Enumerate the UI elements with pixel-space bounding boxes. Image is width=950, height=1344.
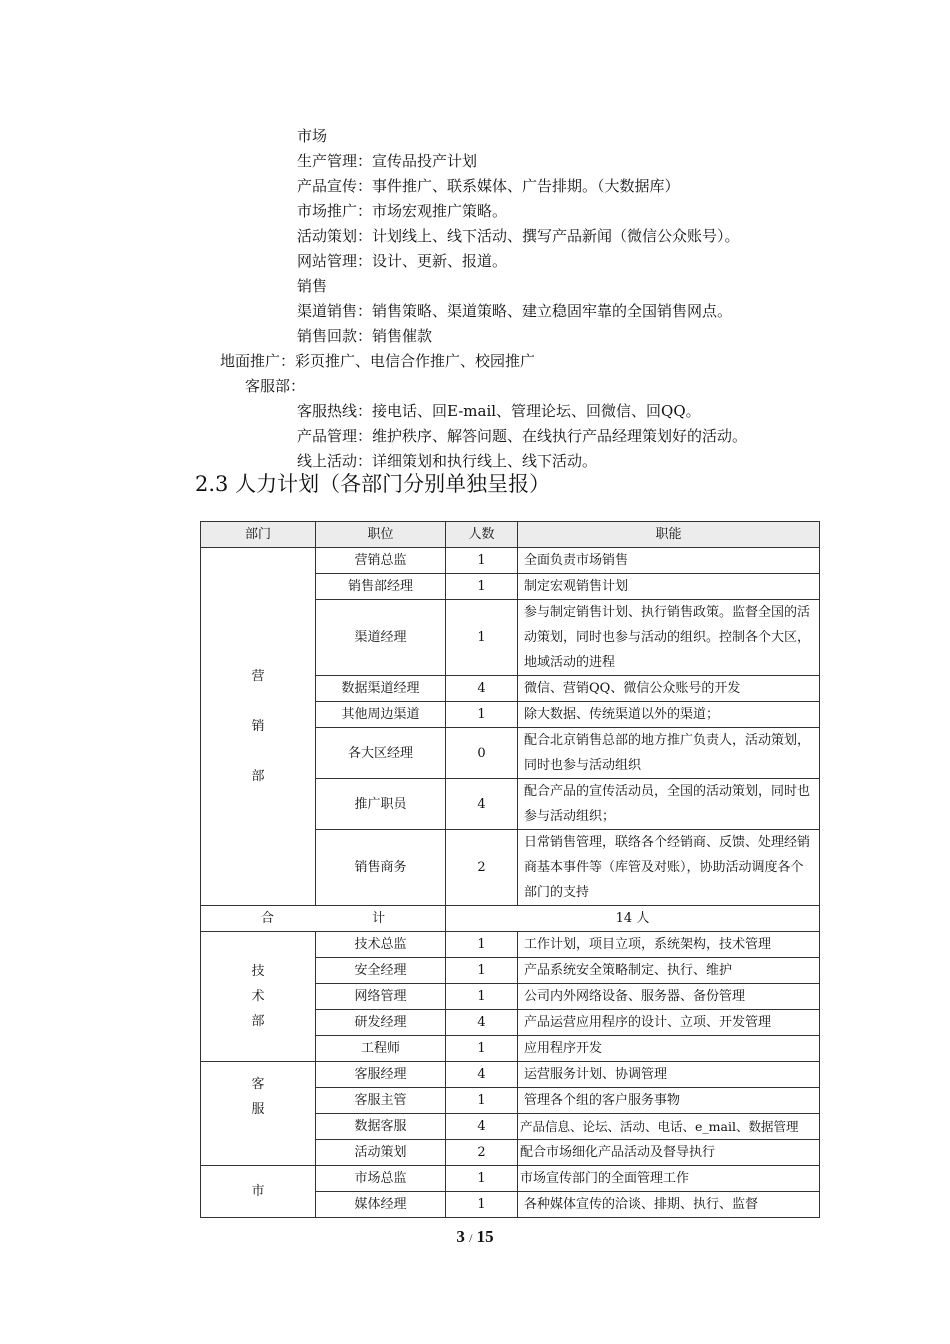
count-cell: 0 <box>446 728 518 779</box>
table-header-row <box>201 522 820 548</box>
count-cell: 1 <box>446 958 518 984</box>
count-cell: 4 <box>446 1062 518 1088</box>
header-count: 人数 <box>446 522 518 548</box>
position-cell: 推广职员 <box>316 779 446 830</box>
position-cell: 活动策划 <box>316 1140 446 1166</box>
header-position: 职位 <box>316 522 446 548</box>
position-cell: 客服经理 <box>316 1062 446 1088</box>
duty-cell: 市场宣传部门的全面管理工作 <box>518 1166 820 1192</box>
duty-cell: 工作计划，项目立项，系统架构，技术管理 <box>518 932 820 958</box>
page-total: 15 <box>476 1227 494 1246</box>
position-cell: 市场总监 <box>316 1166 446 1192</box>
table-row <box>201 1062 820 1088</box>
staffing-table <box>200 521 820 1218</box>
position-cell: 网络管理 <box>316 984 446 1010</box>
duty-cell: 产品系统安全策略制定、执行、维护 <box>518 958 820 984</box>
duty-cell: 全面负责市场销售 <box>518 548 820 574</box>
total-label-a: 合 <box>260 911 274 926</box>
duty-cell: 产品信息、论坛、活动、电话、e_mail、数据管理 <box>518 1114 820 1140</box>
page-number <box>0 1227 950 1247</box>
count-cell: 1 <box>446 932 518 958</box>
total-label <box>201 906 446 932</box>
position-cell: 各大区经理 <box>316 728 446 779</box>
dept-char: 术 <box>251 989 265 1004</box>
position-cell: 销售部经理 <box>316 574 446 600</box>
dept-char: 客 <box>251 1077 265 1092</box>
duty-cell: 各种媒体宣传的洽谈、排期、执行、监督 <box>518 1192 820 1218</box>
duty-cell: 参与制定销售计划、执行销售政策。监督全国的活动策划，同时也参与活动的组织。控制各个大区，地域活动的进程 <box>518 600 820 676</box>
position-cell: 营销总监 <box>316 548 446 574</box>
table-row <box>201 1166 820 1192</box>
dept-market <box>201 1166 316 1218</box>
dept-tech <box>201 932 316 1062</box>
count-cell: 2 <box>446 830 518 906</box>
position-cell: 客服主管 <box>316 1088 446 1114</box>
dept-char: 技 <box>251 964 265 979</box>
intro-line-online: 线上活动：详细策划和执行线上、线下活动。 <box>297 452 598 470</box>
duty-cell: 除大数据、传统渠道以外的渠道； <box>518 702 820 728</box>
position-cell: 技术总监 <box>316 932 446 958</box>
section-heading: 2.3 人力计划（各部门分别单独呈报） <box>195 472 551 496</box>
position-cell: 渠道经理 <box>316 600 446 676</box>
position-cell: 研发经理 <box>316 1010 446 1036</box>
intro-line-channel: 渠道销售：销售策略、渠道策略、建立稳固牢靠的全国销售网点。 <box>297 302 733 320</box>
duty-cell: 应用程序开发 <box>518 1036 820 1062</box>
intro-line-cs-dept: 客服部： <box>245 377 306 395</box>
count-cell: 1 <box>446 702 518 728</box>
header-duty: 职能 <box>518 522 820 548</box>
intro-line-promotion: 产品宣传：事件推广、联系媒体、广告排期。（大数据库） <box>297 177 680 195</box>
count-cell: 1 <box>446 984 518 1010</box>
dept-cs <box>201 1062 316 1166</box>
table-row <box>201 548 820 574</box>
intro-line-sales: 销售 <box>297 277 328 295</box>
position-cell: 媒体经理 <box>316 1192 446 1218</box>
intro-line-events: 活动策划：计划线上、线下活动、撰写产品新闻（微信公众账号）。 <box>297 227 740 245</box>
intro-line-market: 市场 <box>297 127 328 145</box>
count-cell: 1 <box>446 548 518 574</box>
count-cell: 1 <box>446 1088 518 1114</box>
count-cell: 4 <box>446 1114 518 1140</box>
intro-line-production: 生产管理：宣传品投产计划 <box>297 152 478 170</box>
duty-cell: 配合市场细化产品活动及督导执行 <box>518 1140 820 1166</box>
intro-line-product-mgmt: 产品管理：维护秩序、解答问题、在线执行产品经理策划好的活动。 <box>297 427 748 445</box>
duty-cell: 制定宏观销售计划 <box>518 574 820 600</box>
total-label-b: 计 <box>372 911 386 926</box>
dept-char: 市 <box>251 1184 265 1199</box>
count-cell: 4 <box>446 779 518 830</box>
dept-char: 部 <box>251 769 265 784</box>
count-cell: 4 <box>446 676 518 702</box>
dept-char: 服 <box>251 1102 265 1117</box>
count-cell: 1 <box>446 1192 518 1218</box>
table-row <box>201 932 820 958</box>
duty-cell: 运营服务计划、协调管理 <box>518 1062 820 1088</box>
position-cell: 其他周边渠道 <box>316 702 446 728</box>
duty-cell: 配合产品的宣传活动员，全国的活动策划，同时也参与活动组织； <box>518 779 820 830</box>
page-separator: / <box>469 1231 473 1245</box>
count-cell: 1 <box>446 574 518 600</box>
count-cell: 1 <box>446 600 518 676</box>
header-dept: 部门 <box>201 522 316 548</box>
position-cell: 数据渠道经理 <box>316 676 446 702</box>
duty-cell: 公司内外网络设备、服务器、备份管理 <box>518 984 820 1010</box>
dept-sales <box>201 548 316 906</box>
position-cell: 数据客服 <box>316 1114 446 1140</box>
intro-line-market-push: 市场推广：市场宏观推广策略。 <box>297 202 508 220</box>
count-cell: 1 <box>446 1036 518 1062</box>
page-current: 3 <box>456 1227 465 1246</box>
intro-line-collection: 销售回款：销售催款 <box>297 327 433 345</box>
dept-char: 营 <box>251 669 265 684</box>
intro-line-hotline: 客服热线：接电话、回E-mail、管理论坛、回微信、回QQ。 <box>297 402 701 420</box>
position-cell: 销售商务 <box>316 830 446 906</box>
count-cell: 2 <box>446 1140 518 1166</box>
duty-cell: 微信、营销QQ、微信公众账号的开发 <box>518 676 820 702</box>
total-row <box>201 906 820 932</box>
intro-line-ground: 地面推广：彩页推广、电信合作推广、校园推广 <box>220 352 536 370</box>
dept-char: 销 <box>251 719 265 734</box>
duty-cell: 产品运营应用程序的设计、立项、开发管理 <box>518 1010 820 1036</box>
duty-cell: 配合北京销售总部的地方推广负责人，活动策划，同时也参与活动组织 <box>518 728 820 779</box>
dept-char: 部 <box>251 1014 265 1029</box>
intro-line-website: 网站管理：设计、更新、报道。 <box>297 252 508 270</box>
duty-cell: 管理各个组的客户服务事物 <box>518 1088 820 1114</box>
count-cell: 1 <box>446 1166 518 1192</box>
count-cell: 4 <box>446 1010 518 1036</box>
position-cell: 安全经理 <box>316 958 446 984</box>
position-cell: 工程师 <box>316 1036 446 1062</box>
total-value: 14 人 <box>446 906 820 932</box>
duty-cell: 日常销售管理，联络各个经销商、反馈、处理经销商基本事件等（库管及对账），协助活动调度各个部门的支持 <box>518 830 820 906</box>
